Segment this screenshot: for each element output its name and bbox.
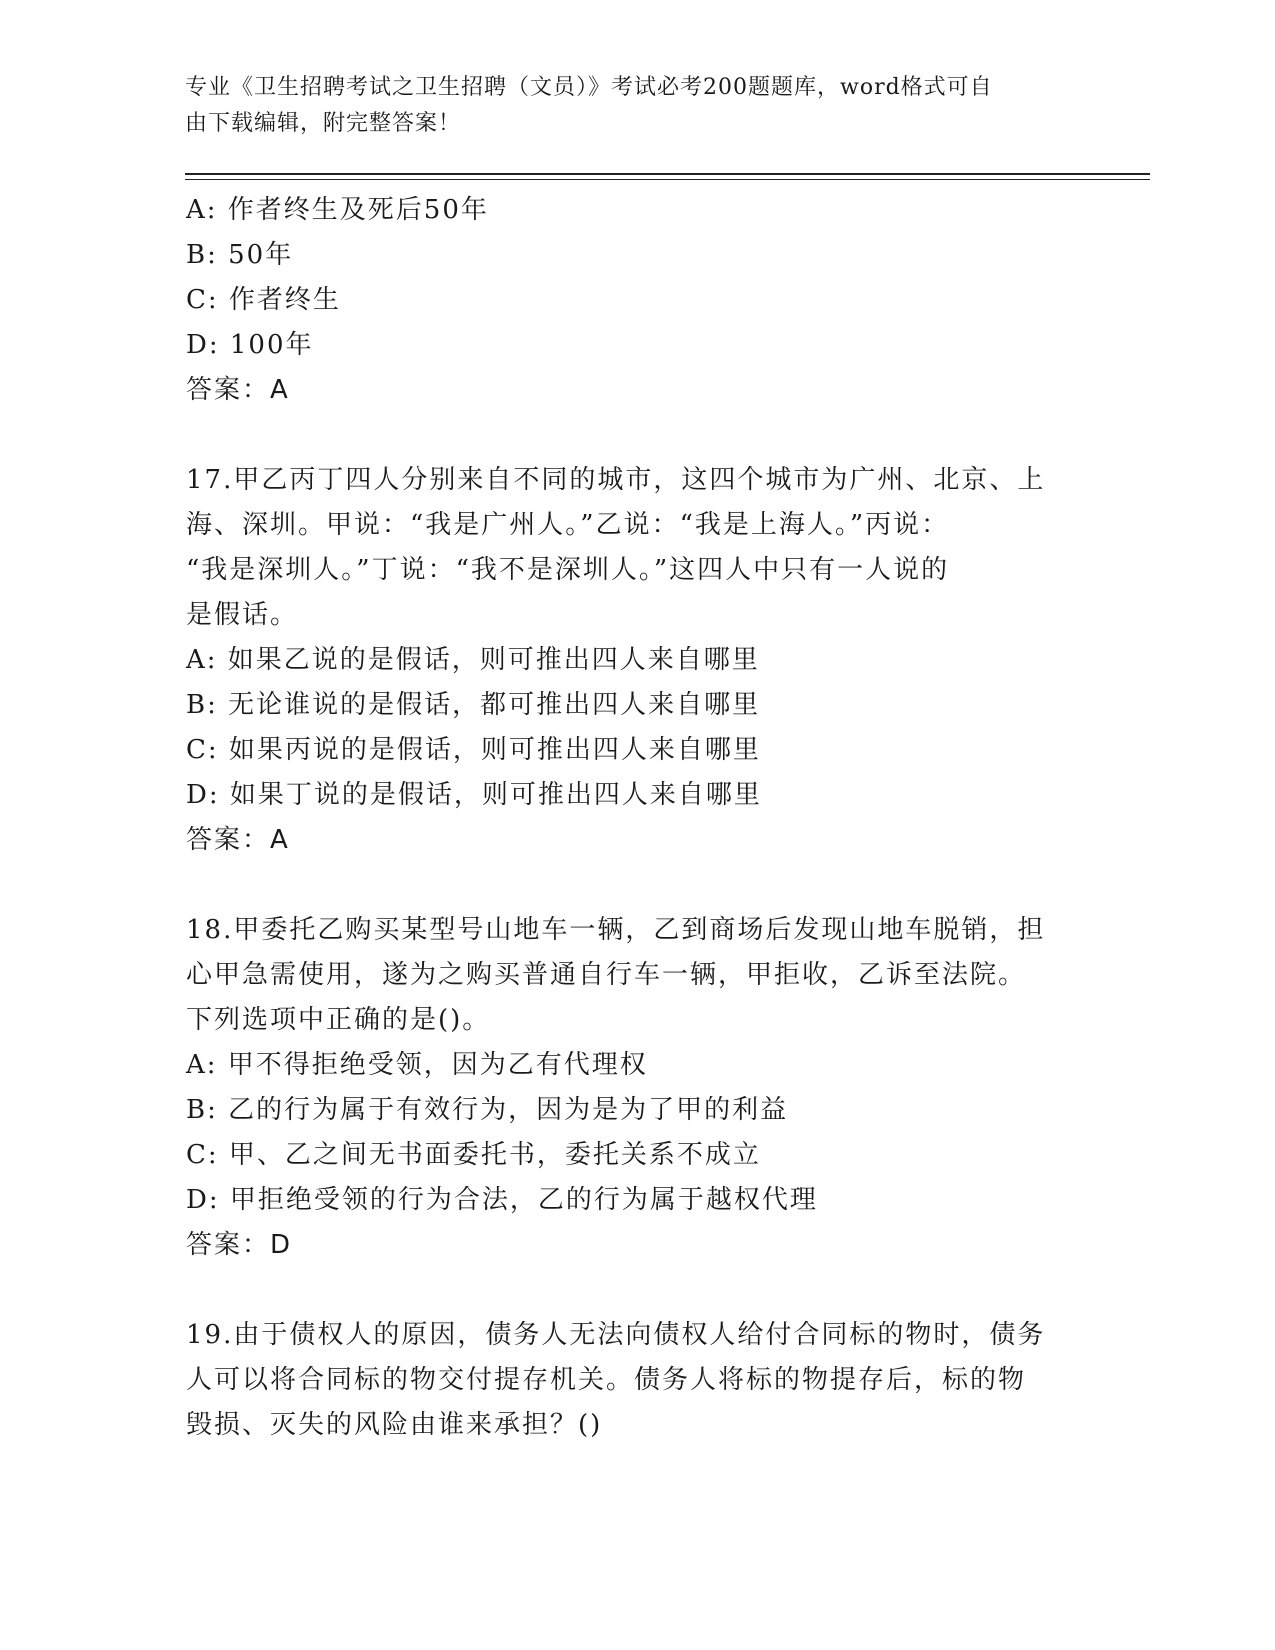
question-text-line: 18.甲委托乙购买某型号山地车一辆，乙到商场后发现山地车脱销，担 (186, 915, 1046, 945)
question-text-line: 人可以将合同标的物交付提存机关。债务人将标的物提存后，标的物 (186, 1365, 1027, 1395)
option-c: C: 如果丙说的是假话，则可推出四人来自哪里 (186, 735, 761, 765)
question-16-options (186, 188, 1086, 413)
option-d: D: 如果丁说的是假话，则可推出四人来自哪里 (186, 780, 762, 810)
question-text-line: 下列选项中正确的是()。 (186, 1005, 491, 1035)
document-body (186, 188, 1086, 1448)
question-text-line: 17.甲乙丙丁四人分别来自不同的城市，这四个城市为广州、北京、上 (186, 465, 1046, 495)
answer-line: 答案：A (186, 375, 290, 405)
option-d: D: 甲拒绝受领的行为合法，乙的行为属于越权代理 (186, 1185, 818, 1215)
option-b: B: 50年 (186, 240, 294, 270)
question-text-line: 毁损、灭失的风险由谁来承担？() (186, 1410, 603, 1440)
spacer (186, 413, 1086, 458)
header-rule-thick (185, 173, 1150, 175)
question-18 (186, 908, 1086, 1268)
option-c: C: 作者终生 (186, 285, 341, 315)
question-text-line: 海、深圳。甲说：“我是广州人。”乙说：“我是上海人。”丙说： (186, 510, 950, 540)
header-rule-thin (185, 179, 1150, 180)
option-c: C: 甲、乙之间无书面委托书，委托关系不成立 (186, 1140, 761, 1170)
answer-line: 答案：D (186, 1230, 293, 1260)
question-text-line: 是假话。 (186, 600, 299, 630)
question-text-line: 心甲急需使用，遂为之购买普通自行车一辆，甲拒收，乙诉至法院。 (186, 960, 1027, 990)
question-text-line: “我是深圳人。”丁说：“我不是深圳人。”这四人中只有一人说的 (186, 555, 950, 585)
spacer (186, 1268, 1086, 1313)
question-19 (186, 1313, 1086, 1448)
answer-line: 答案：A (186, 825, 290, 855)
option-b: B: 无论谁说的是假话，都可推出四人来自哪里 (186, 690, 761, 720)
spacer (186, 863, 1086, 908)
option-a: A: 甲不得拒绝受领，因为乙有代理权 (186, 1050, 648, 1080)
document-header (185, 70, 1065, 142)
option-d: D: 100年 (186, 330, 314, 360)
option-a: A: 作者终生及死后50年 (186, 195, 489, 225)
header-line-2: 由下载编辑，附完整答案！ (185, 111, 462, 136)
option-b: B: 乙的行为属于有效行为，因为是为了甲的利益 (186, 1095, 789, 1125)
option-a: A: 如果乙说的是假话，则可推出四人来自哪里 (186, 645, 760, 675)
question-17 (186, 458, 1086, 863)
header-line-1: 专业《卫生招聘考试之卫生招聘（文员）》考试必考200题题库，word格式可自 (185, 75, 993, 100)
question-text-line: 19.由于债权人的原因，债务人无法向债权人给付合同标的物时，债务 (186, 1320, 1046, 1350)
